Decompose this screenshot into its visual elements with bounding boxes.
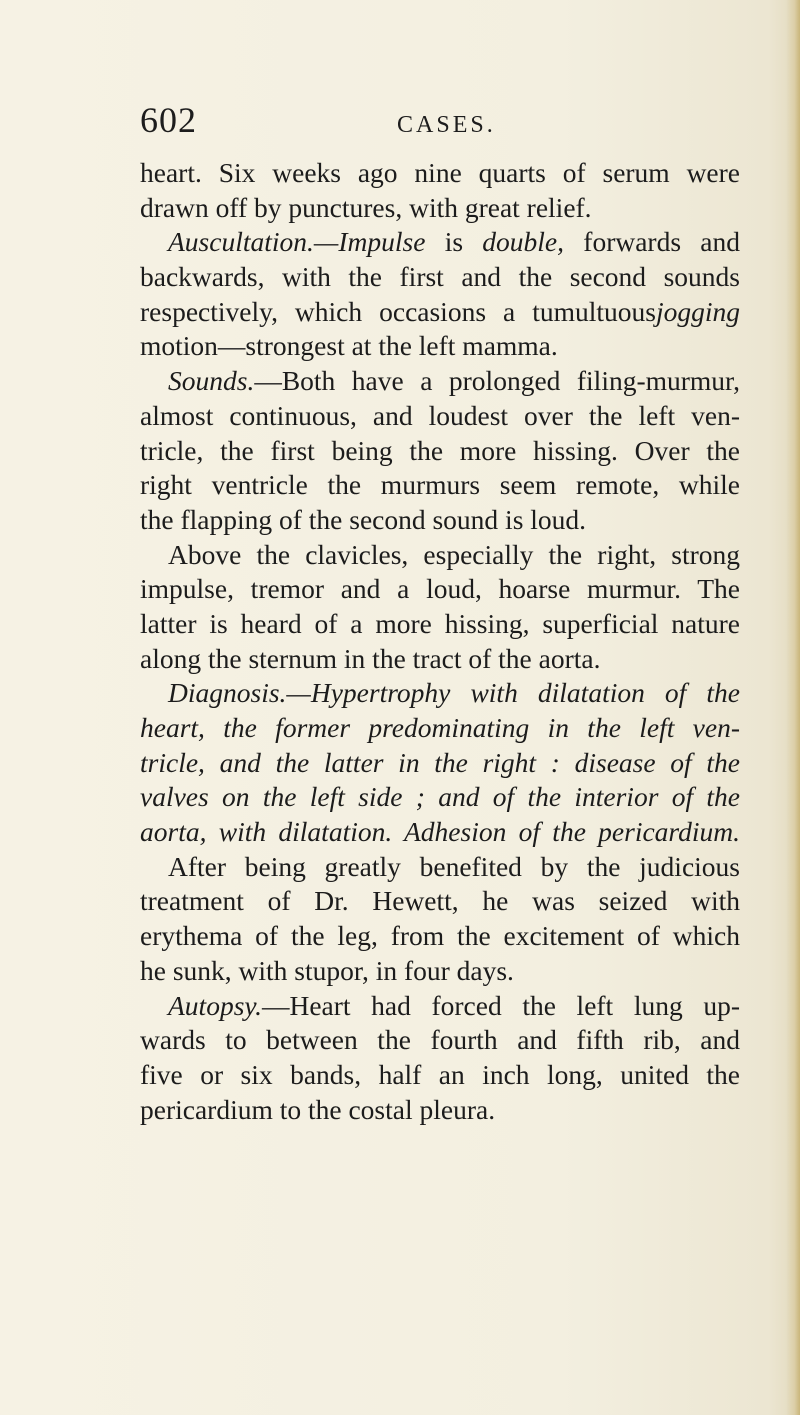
- italic-run: —: [313, 226, 339, 258]
- text-line: [140, 954, 740, 989]
- text-run: along the sternum in the tract of the aorta.: [140, 642, 601, 674]
- text-line: [140, 780, 740, 815]
- body-text: [140, 156, 740, 1127]
- italic-run: double,: [482, 226, 565, 258]
- text-run: —Heart had forced the left lung up-: [261, 989, 740, 1021]
- text-run: —Both have a prolonged filing-murmur,: [254, 365, 740, 397]
- text-line: [140, 676, 740, 711]
- text-line: [140, 468, 740, 503]
- text-line: [140, 295, 740, 330]
- running-head: CASES.: [397, 112, 496, 138]
- italic-run: valves on the left side ; and of the interior of the: [140, 781, 740, 813]
- text-run: impulse, tremor and a loud, hoarse murmur. The: [140, 573, 740, 605]
- text-line: [140, 156, 740, 191]
- text-run: forwards and: [564, 226, 740, 258]
- italic-run: Diagnosis.—Hypertrophy with dilatation of the: [168, 677, 740, 709]
- italic-run: the former predominating in the left ven-: [204, 712, 740, 743]
- text-line: [140, 364, 740, 399]
- text-run: latter is heard of a more hissing, superficial nature: [140, 607, 740, 639]
- text-line: [140, 503, 740, 538]
- italic-run: Auscultation.: [168, 226, 314, 258]
- text-run: five or six bands, half an inch long, united the: [140, 1058, 740, 1090]
- text-line: [140, 191, 740, 226]
- italic-run: heart,: [140, 712, 205, 743]
- text-run: almost continuous, and loudest over the left ven-: [140, 399, 740, 431]
- italic-run: Sounds.: [168, 365, 255, 397]
- italic-run: Autopsy.: [168, 989, 262, 1021]
- italic-run: tricle,: [140, 746, 205, 778]
- text-line: [140, 850, 740, 885]
- text-line: [140, 607, 740, 642]
- text-run: respectively, which occasions a tumultuous: [140, 295, 656, 327]
- text-line: [140, 989, 740, 1024]
- text-line: [140, 225, 740, 260]
- text-run: motion—strongest at the left mamma.: [140, 330, 558, 362]
- italic-run: jogging: [655, 295, 740, 327]
- text-line: [140, 1058, 740, 1093]
- text-line: [140, 919, 740, 954]
- text-run: erythema of the leg, from the excitement of which: [140, 920, 740, 952]
- text-line: [140, 572, 740, 607]
- text-line: [140, 815, 740, 850]
- text-line: [140, 434, 740, 469]
- text-line: [140, 329, 740, 364]
- text-line: [140, 538, 740, 573]
- text-line: [140, 884, 740, 919]
- page-edge-shadow: [786, 0, 800, 1415]
- text-line: [140, 746, 740, 781]
- text-run: backwards, with the first and the second sounds: [140, 261, 740, 293]
- text-line: [140, 399, 740, 434]
- text-run: he sunk, with stupor, in four days.: [140, 954, 514, 986]
- italic-run: Impulse: [338, 226, 426, 258]
- text-run: pericardium to the costal pleura.: [140, 1093, 496, 1125]
- text-line: [140, 711, 740, 746]
- text-run: right ventricle the murmurs seem remote, while: [140, 469, 740, 501]
- text-run: tricle, the first being the more hissing. Over the: [140, 434, 740, 466]
- text-run: treatment of Dr. Hewett, he was seized with: [140, 885, 740, 917]
- text-line: [140, 642, 740, 677]
- italic-run: aorta, with dilatation. Adhesion of the pericardium.: [140, 816, 740, 848]
- text-run: wards to between the fourth and fifth rib, and: [140, 1024, 740, 1056]
- text-line: [140, 1023, 740, 1058]
- text-run: Above the clavicles, especially the right, strong: [168, 538, 740, 570]
- text-run: heart. Six weeks ago nine quarts of serum were: [140, 157, 740, 188]
- text-line: [140, 1093, 740, 1128]
- text-run: is: [425, 226, 483, 258]
- page-number: 602: [140, 100, 197, 140]
- text-run: After being greatly benefited by the judicious: [168, 850, 740, 882]
- text-run: drawn off by punctures, with great relief.: [140, 191, 592, 223]
- italic-run: and the latter in the right : disease of the: [204, 746, 740, 778]
- text-run: the flapping of the second sound is loud.: [140, 503, 587, 535]
- page-header: [0, 0, 800, 150]
- text-line: [140, 260, 740, 295]
